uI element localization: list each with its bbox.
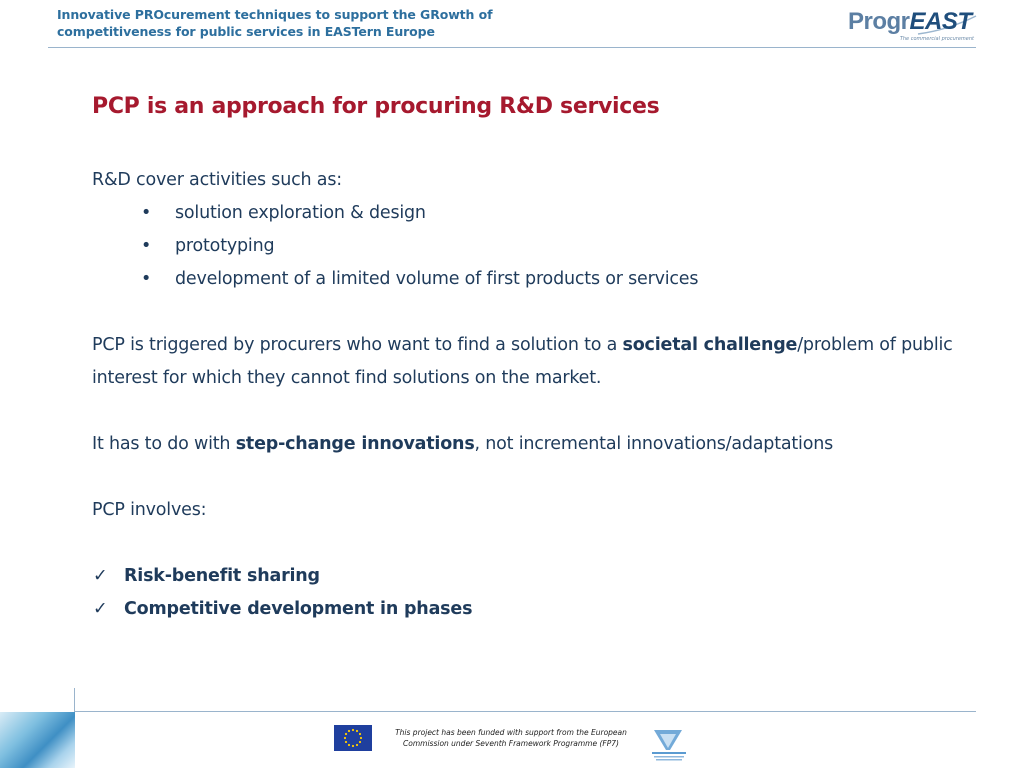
logo-tagline: The commercial procurement: [899, 36, 974, 42]
innovation-text-start: It has to do with: [92, 434, 236, 454]
innovation-text-end: , not incremental innovations/adaptations: [474, 434, 834, 454]
checkmark-icon: ✓: [93, 566, 108, 586]
header-title-line-1: Innovative PROcurement techniques to support the GRowth of: [57, 7, 493, 22]
list-item: [92, 230, 962, 263]
intro-text: R&D cover activities such as:: [92, 170, 342, 190]
involves-list: [92, 560, 962, 626]
logo-text-east: EAST: [909, 8, 972, 35]
check-item-text: Competitive development in phases: [124, 599, 473, 619]
innovation-text-bold: step-change innovations: [235, 434, 475, 454]
logo-text: [848, 8, 972, 36]
header-title-line-2: competitiveness for public services in EASTern Europe: [57, 24, 435, 39]
list-item-text: development of a limited volume of first products or services: [175, 269, 699, 289]
check-item: [92, 593, 962, 626]
check-item-text: Risk-benefit sharing: [124, 566, 320, 586]
spacer: [92, 527, 962, 560]
involves-label: PCP involves:: [92, 500, 207, 520]
trigger-text-start: PCP is triggered by procurers who want to find a solution to a: [92, 335, 623, 355]
spacer: [92, 296, 962, 329]
eu-flag-icon: [334, 725, 372, 751]
trigger-paragraph: [92, 329, 962, 395]
funding-note-line-2: Commission under Seventh Framework Programme (FP7): [403, 739, 619, 748]
list-item: [92, 263, 962, 296]
corner-decoration-image: [0, 712, 75, 768]
slide-body: [92, 164, 962, 626]
list-item-text: prototyping: [175, 236, 275, 256]
trigger-text-bold: societal challenge: [622, 335, 798, 355]
spacer: [92, 395, 962, 428]
progreast-logo: [848, 8, 980, 42]
fp7-logo-icon: [646, 724, 692, 764]
header-title: [57, 6, 527, 40]
innovation-paragraph: [92, 428, 962, 461]
trigger-text-end: /problem of public interest for which they cannot find solutions on the market.: [92, 335, 953, 388]
bullet-icon: •: [141, 269, 152, 289]
footer-vertical-divider: [74, 688, 75, 712]
check-item: [92, 560, 962, 593]
list-item-text: solution exploration & design: [175, 203, 426, 223]
list-item: [92, 197, 962, 230]
eu-stars-icon: [334, 725, 372, 751]
logo-text-progr: Progr: [848, 8, 910, 35]
funding-note-line-1: This project has been funded with support from the European: [395, 728, 627, 737]
checkmark-icon: ✓: [93, 599, 108, 619]
funding-note: [380, 727, 642, 749]
footer-divider: [75, 711, 976, 712]
activity-list: [92, 197, 962, 296]
bullet-icon: •: [141, 236, 152, 256]
header-divider: [48, 47, 976, 48]
bullet-icon: •: [141, 203, 152, 223]
spacer: [92, 461, 962, 494]
slide-title: PCP is an approach for procuring R&D services: [92, 94, 660, 119]
